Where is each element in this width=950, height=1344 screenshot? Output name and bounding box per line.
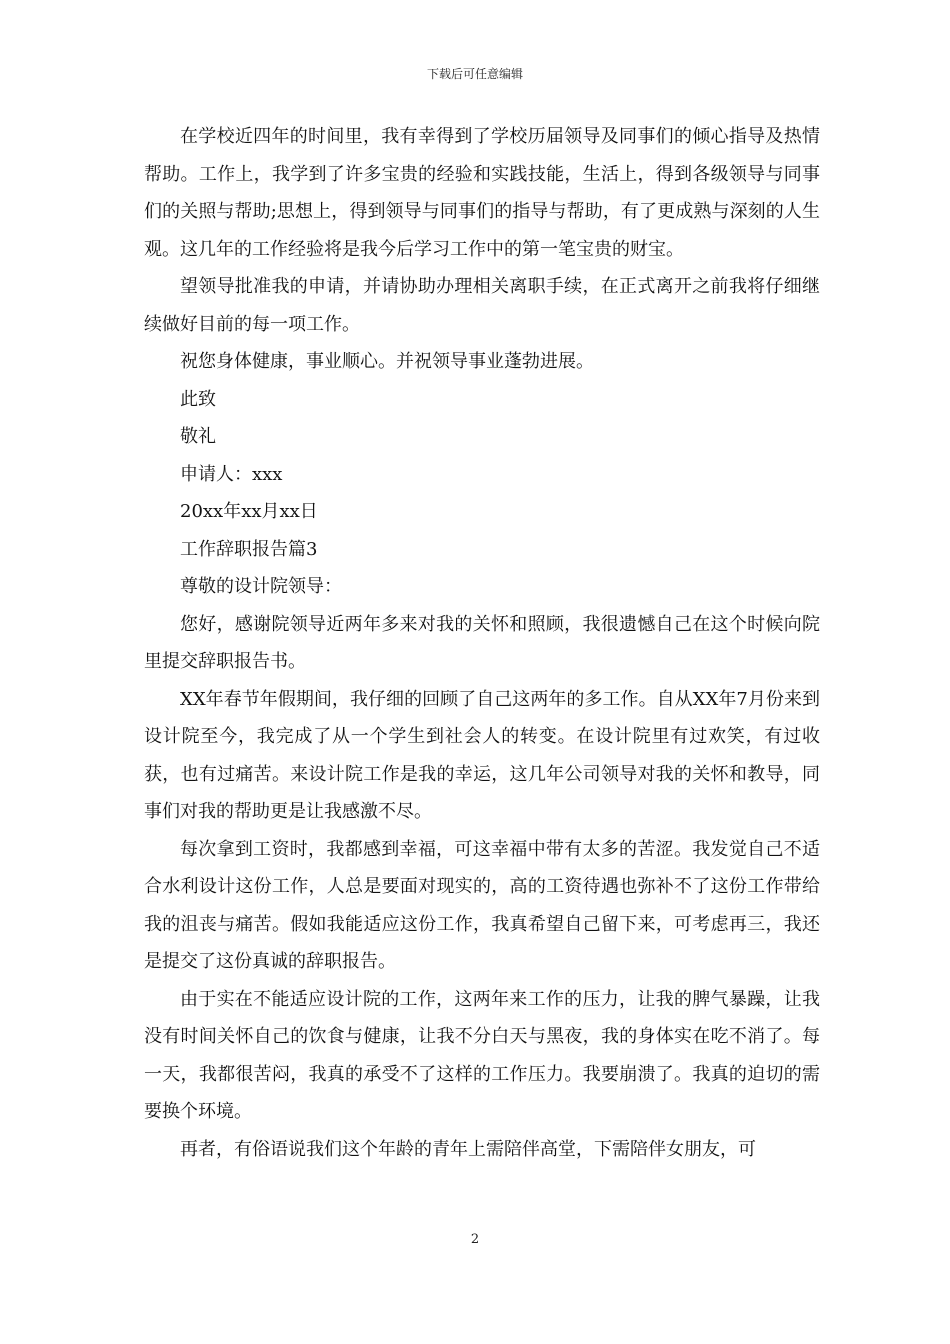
paragraph-greeting: 您好，感谢院领导近两年多来对我的关怀和照顾，我很遗憾自己在这个时候向院里提交辞职报告书。 [144, 613, 820, 672]
paragraph-gratitude: 在学校近四年的时间里，我有幸得到了学校历届领导及同事们的倾心指导及热情帮助。工作上，我学到了许多宝贵的经验和实践技能，生活上，得到各级领导与同事们的关照与帮助;思想上，得到领导与同事们的指导与帮助，有了更成熟与深刻的人生观。这几年的工作经验将是我今后学习工作中的第一笔宝贵的财宝。 [144, 126, 820, 260]
date-line: 20xx年xx月xx日 [180, 501, 318, 522]
salutation: 尊敬的设计院领导： [180, 576, 342, 597]
section-title: 工作辞职报告篇3 [180, 538, 318, 560]
document-body [144, 118, 820, 1168]
page-number: 2 [470, 1232, 480, 1247]
paragraph-pressure: 由于实在不能适应设计院的工作，这两年来工作的压力，让我的脾气暴躁，让我没有时间关怀自己的饮食与健康，让我不分白天与黑夜，我的身体实在吃不消了。每一天，我都很苦闷，我真的承受不了这样的工作压力。我要崩溃了。我真的迫切的需要换个环境。 [144, 988, 820, 1122]
paragraph-request-approval: 望领导批准我的申请，并请协助办理相关离职手续，在正式离开之前我将仔细继续做好目前的每一项工作。 [144, 276, 820, 335]
page-header: 下载后可任意编辑 [426, 67, 523, 81]
paragraph-wishes: 祝您身体健康，事业顺心。并祝领导事业蓬勃进展。 [180, 351, 594, 372]
paragraph-saying: 再者，有俗语说我们这个年龄的青年上需陪伴高堂，下需陪伴女朋友，可 [180, 1138, 756, 1160]
applicant-line: 申请人：xxx [180, 463, 283, 485]
paragraph-review: XX年春节年假期间，我仔细的回顾了自己这两年的多工作。自从XX年7月份来到设计院至今，我完成了从一个学生到社会人的转变。在设计院里有过欢笑，有过收获，也有过痛苦。来设计院工作是我的幸运，这几年公司领导对我的关怀和教导，同事们对我的帮助更是让我感激不尽。 [144, 688, 820, 822]
closing-cizhi: 此致 [180, 388, 216, 410]
closing-jingli: 敬礼 [180, 426, 216, 447]
paragraph-salary: 每次拿到工资时，我都感到幸福，可这幸福中带有太多的苦涩。我发觉自己不适合水利设计这份工作，人总是要面对现实的，高的工资待遇也弥补不了这份工作带给我的沮丧与痛苦。假如我能适应这份工作，我真希望自己留下来，可考虑再三，我还是提交了这份真诚的辞职报告。 [144, 838, 820, 972]
